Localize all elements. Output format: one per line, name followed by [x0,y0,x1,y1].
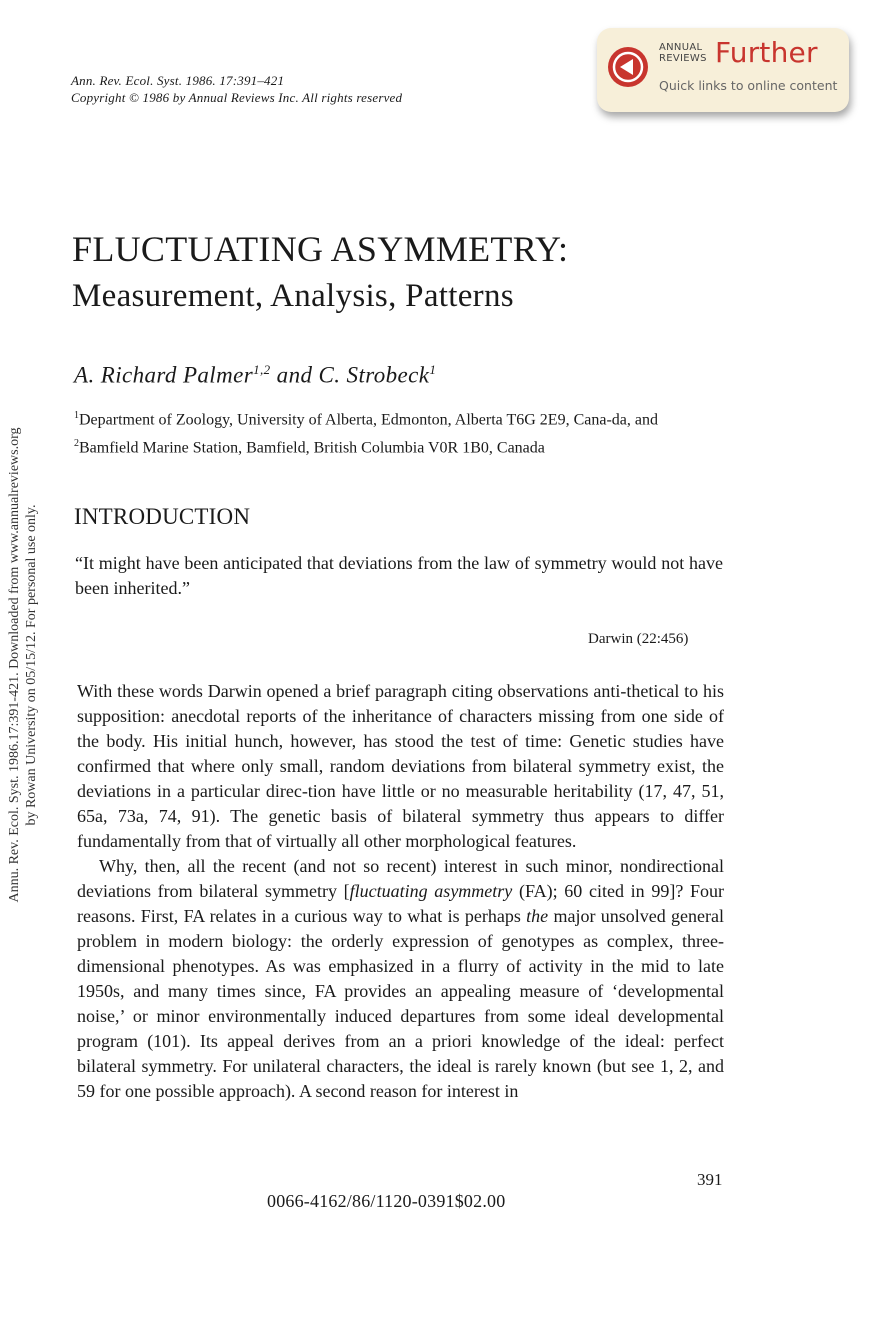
wordmark-reviews: REVIEWS [659,53,707,64]
download-notice [0,380,46,950]
article-code: 0066-4162/86/1120-0391$02.00 [267,1191,506,1211]
paragraph-2 [77,854,724,1104]
paragraph-2-part-c: major unsolved general problem in modern biology: the orderly expression of genotypes as complex, three-dimensional phenotypes. As was emphasized in a flurry of activity in the mid to late 1950s, and many times since, FA provides an appealing measure of ‘developmental noise,’ or minor environmentally induced departures from some ideal developmental program (101). Its appeal derives from an a priori knowledge of the ideal: perfect bilateral symmetry. For unilateral characters, the ideal is rarely known (but see 1, 2, and 59 for one possible approach). A second reason for interest in [77,906,724,1101]
affiliation-2: Bamfield Marine Station, Bamfield, British Columbia V0R 1B0, Canada [79,439,545,457]
author-2: and C. Strobeck [270,362,430,388]
paragraph-1: With these words Darwin opened a brief paragraph citing observations anti-thetical to his supposition: anecdotal reports of the inheritance of characters missing from one side of the body. His initial hunch, however, has stood the test of time: Genetic studies have confirmed that where only small, random deviations from bilateral symmetry exist, the deviations in a particular direc-tion have little or no measurable heritability (17, 47, 51, 65a, 73a, 74, 91). The genetic basis of bilateral symmetry thus appears to differ fundamentally from that of virtually all other morphological features. [77,681,724,851]
affiliation-mark-2: 2 [74,438,79,450]
author-2-affiliation-mark: 1 [429,362,437,377]
wordmark-annual: ANNUAL [659,42,703,53]
author-1: A. Richard Palmer [74,362,254,388]
download-notice-line-2: by Rowan University on 05/15/12. For personal use only. [24,504,39,826]
body-text [77,679,724,1104]
back-arrow-circle-icon [607,46,649,88]
article-subtitle: Measurement, Analysis, Patterns [72,278,514,314]
annual-reviews-further-link[interactable] [597,28,849,112]
epigraph-source: Darwin (22:456) [588,631,689,647]
affiliation-1: Department of Zoology, University of Alberta, Edmonton, Alberta T6G 2E9, Cana-da, and [79,411,658,429]
section-heading: INTRODUCTION [74,504,251,529]
paragraph-2-part-a: Why, then, all the recent (and not so recent) interest in such minor, nondirectional deviations from bilateral symmetry [ [77,856,724,901]
quick-links-subtitle: Quick links to online content [659,78,838,93]
affiliation-mark-1: 1 [74,410,79,421]
term-fluctuating-asymmetry: fluctuating asymmetry [349,881,513,901]
copyright-line: Copyright © 1986 by Annual Reviews Inc. All rights reserved [71,90,403,105]
further-label: Further [715,36,818,69]
author-1-affiliation-mark: 1,2 [253,362,271,377]
journal-citation [71,72,402,106]
emphasis-the: the [526,906,549,926]
page-number: 391 [697,1170,723,1189]
annual-reviews-wordmark [659,42,707,64]
author-line [74,362,436,389]
paragraph-2-part-b: (FA); 60 cited in 99]? Four reasons. First, FA relates in a curious way to what is perhaps [77,881,724,926]
article-title: FLUCTUATING ASYMMETRY: [72,229,569,269]
epigraph-quote: “It might have been anticipated that deviations from the law of symmetry would not have been inherited.” [75,553,723,598]
journal-line: Ann. Rev. Ecol. Syst. 1986. 17:391–421 [71,73,285,88]
download-notice-line-1: Annu. Rev. Ecol. Syst. 1986.17:391-421. Downloaded from www.annualreviews.org [7,427,22,903]
affiliations [74,404,724,461]
